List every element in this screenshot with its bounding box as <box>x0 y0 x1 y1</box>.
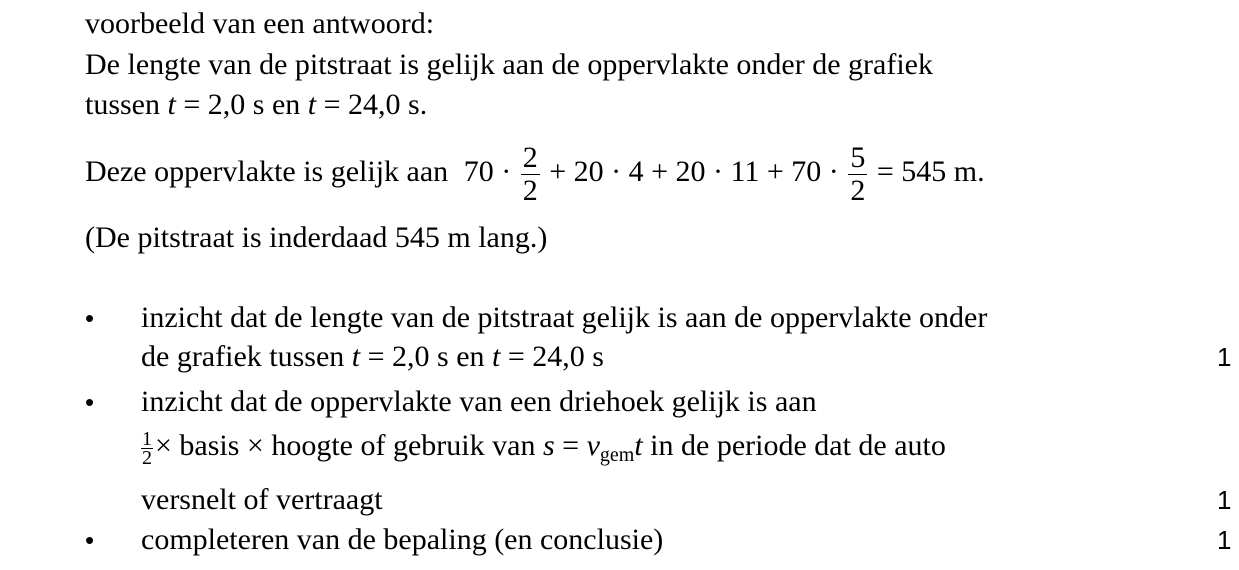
criterion-1-line-2: de grafiek tussen t = 2,0 s en t = 24,0 s <box>141 340 604 373</box>
answer-line-4: (De pitstraat is inderdaad 545 m lang.) <box>85 221 548 254</box>
criterion-2-bullet: • <box>85 387 95 417</box>
criterion-1-line-1: inzicht dat de lengte van de pitstraat gelijk is aan de oppervlakte onder <box>141 301 988 334</box>
answer-line-1: De lengte van de pitstraat is gelijk aan de oppervlakte onder de grafiek <box>85 48 933 81</box>
criterion-1-bullet: • <box>85 303 95 333</box>
criterion-3-score: 1 <box>1217 525 1232 555</box>
answer-line-2: tussen t = 2,0 s en t = 24,0 s. <box>85 88 428 121</box>
criterion-3-bullet: • <box>85 525 95 555</box>
criterion-1-score: 1 <box>1217 342 1232 372</box>
fraction-5-2: $\frac{5}{2}$ <box>850 140 866 207</box>
criterion-3-line-1: completeren van de bepaling (en conclusie) <box>141 523 664 556</box>
answer-line-3: Deze oppervlakte is gelijk aan 70 · $\frac{2}{2}$ + 20 · 4 + 20 · 11 + 70 · $\frac{5}{2}$ = 545 m. <box>85 140 985 207</box>
criterion-2-line-3: versnelt of vertraagt <box>141 483 383 516</box>
answer-intro: voorbeeld van een antwoord: <box>85 7 435 40</box>
fraction-2-2: $\frac{2}{2}$ <box>522 140 538 207</box>
criterion-2-score: 1 <box>1217 485 1232 515</box>
criterion-2-line-2: $\frac{1}{2}$ × basis × hoogte of gebruik van $s = v_{gem}t$ in de periode dat de auto <box>142 427 946 469</box>
fraction-one-half: $\frac{1}{2}$ <box>142 427 152 469</box>
criterion-2-line-1: inzicht dat de oppervlakte van een driehoek gelijk is aan <box>141 385 817 418</box>
